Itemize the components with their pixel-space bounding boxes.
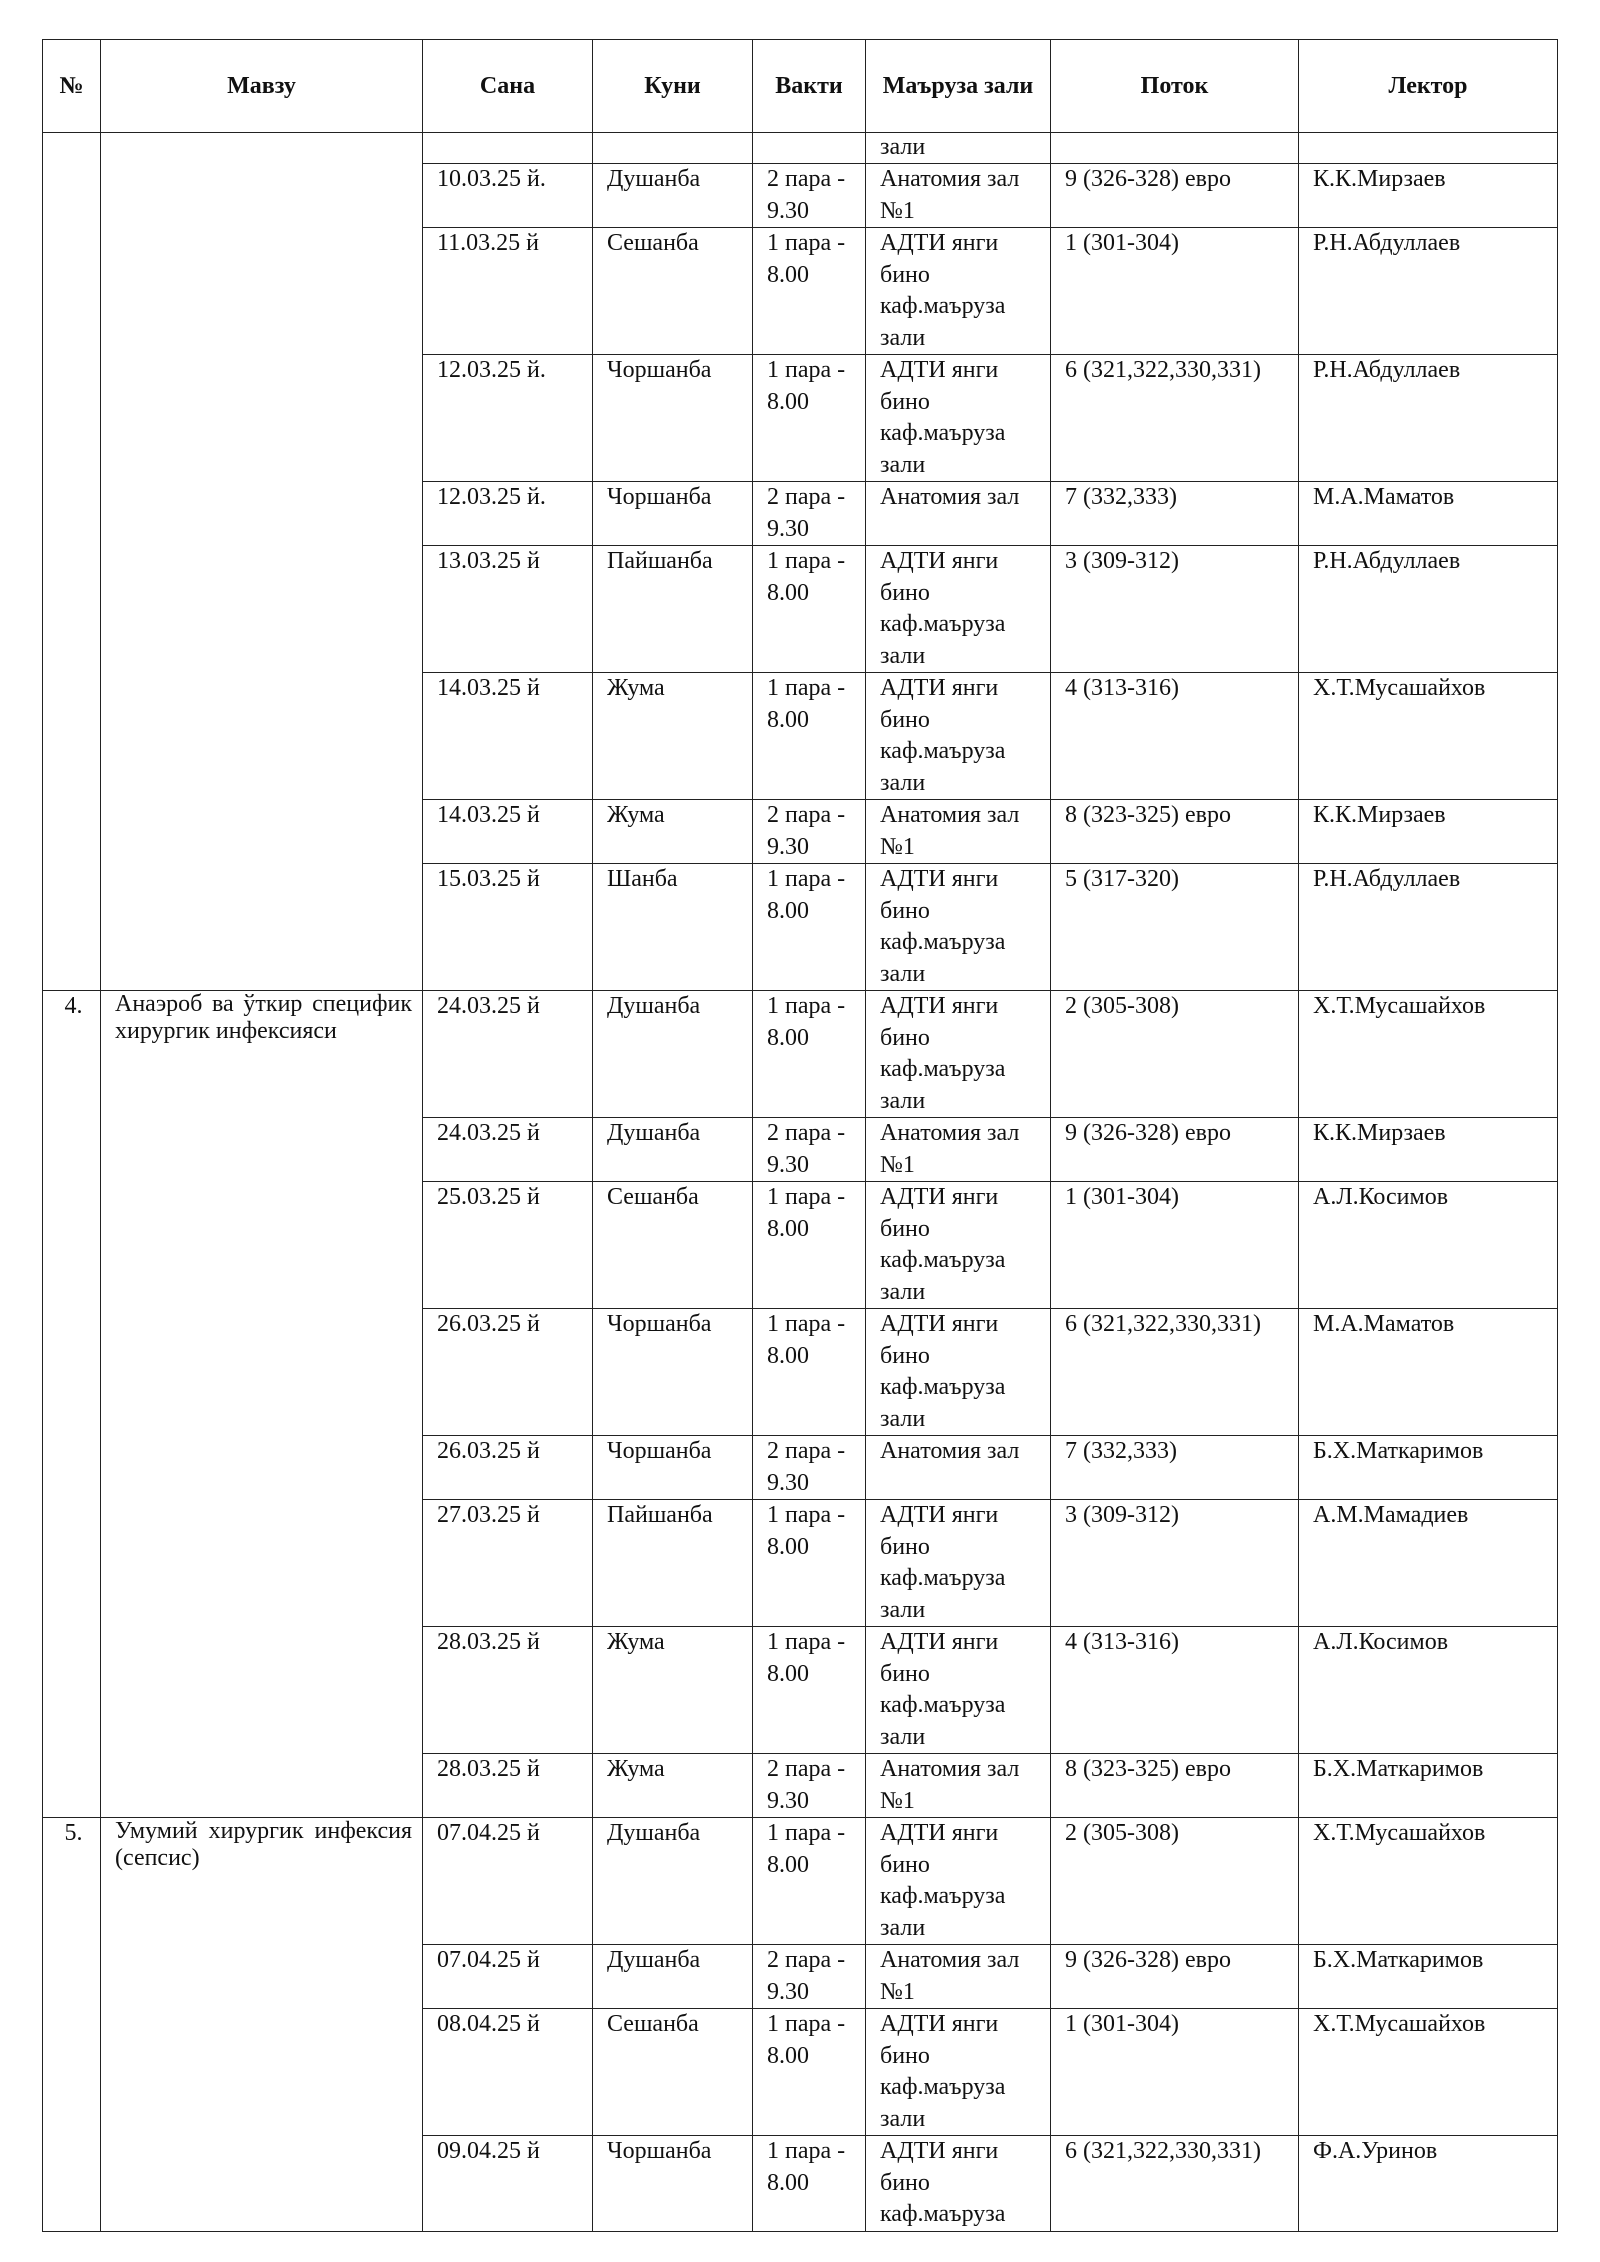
cell-hall: АДТИ янги бино каф.маъруза зали [866, 355, 1051, 482]
header-stream: Поток [1051, 40, 1299, 133]
cell-hall: АДТИ янги бино каф.маъруза зали [866, 864, 1051, 991]
cell-stream: 2 (305-308) [1051, 991, 1299, 1118]
cell-day: Чоршанба [593, 482, 753, 546]
cell-day: Жума [593, 800, 753, 864]
cell-time: 1 пара - 8.00 [753, 2009, 866, 2136]
group-number: 4. [43, 991, 101, 1818]
cell-hall: АДТИ янги бино каф.маъруза зали [866, 1500, 1051, 1627]
cell-lecturer: Р.Н.Абдуллаев [1299, 546, 1558, 673]
cell-hall: АДТИ янги бино каф.маъруза зали [866, 1309, 1051, 1436]
cell-date: 25.03.25 й [423, 1182, 593, 1309]
group-topic: Анаэроб ва ўткир специфик хирургик инфексияси [101, 991, 423, 1818]
cell-date: 12.03.25 й. [423, 355, 593, 482]
cell-stream: 2 (305-308) [1051, 1818, 1299, 1945]
cell-time: 2 пара - 9.30 [753, 1118, 866, 1182]
cell-time: 1 пара - 8.00 [753, 673, 866, 800]
cell-stream: 3 (309-312) [1051, 1500, 1299, 1627]
cell-lecturer: М.А.Маматов [1299, 482, 1558, 546]
table-row [43, 1818, 1558, 1945]
cell-hall: Анатомия зал №1 [866, 164, 1051, 228]
header-lecturer: Лектор [1299, 40, 1558, 133]
cell-stream: 7 (332,333) [1051, 482, 1299, 546]
cell-hall: АДТИ янги бино каф.маъруза зали [866, 546, 1051, 673]
cell-stream: 6 (321,322,330,331) [1051, 355, 1299, 482]
cell-hall: Анатомия зал №1 [866, 800, 1051, 864]
header-date: Сана [423, 40, 593, 133]
cell-stream: 1 (301-304) [1051, 1182, 1299, 1309]
group-topic [101, 133, 423, 991]
cell-time: 1 пара - 8.00 [753, 1627, 866, 1754]
cell-day: Чоршанба [593, 1436, 753, 1500]
cell-date: 28.03.25 й [423, 1627, 593, 1754]
cell-stream: 8 (323-325) евро [1051, 800, 1299, 864]
cell-stream: 8 (323-325) евро [1051, 1754, 1299, 1818]
cell-lecturer: Р.Н.Абдуллаев [1299, 228, 1558, 355]
cell-stream: 9 (326-328) евро [1051, 164, 1299, 228]
group-number [43, 133, 101, 991]
cell-day: Пайшанба [593, 546, 753, 673]
cell-hall: Анатомия зал №1 [866, 1945, 1051, 2009]
cell-lecturer: Р.Н.Абдуллаев [1299, 355, 1558, 482]
cell-time: 1 пара - 8.00 [753, 1309, 866, 1436]
cell-stream: 7 (332,333) [1051, 1436, 1299, 1500]
cell-day: Пайшанба [593, 1500, 753, 1627]
cell-hall: Анатомия зал №1 [866, 1118, 1051, 1182]
cell-time: 2 пара - 9.30 [753, 1436, 866, 1500]
cell-hall: Анатомия зал [866, 1436, 1051, 1500]
cell-hall: АДТИ янги бино каф.маъруза зали [866, 991, 1051, 1118]
cell-lecturer: Х.Т.Мусашайхов [1299, 2009, 1558, 2136]
cell-day: Душанба [593, 1945, 753, 2009]
cell-hall: АДТИ янги бино каф.маъруза зали [866, 1627, 1051, 1754]
cell-stream: 9 (326-328) евро [1051, 1118, 1299, 1182]
cell-lecturer: Б.Х.Маткаримов [1299, 1754, 1558, 1818]
cell-time: 1 пара - 8.00 [753, 355, 866, 482]
cell-hall: АДТИ янги бино каф.маъруза зали [866, 1818, 1051, 1945]
cell-time [753, 133, 866, 164]
table-row-continuation [43, 133, 1558, 164]
cell-date: 24.03.25 й [423, 991, 593, 1118]
cell-time: 2 пара - 9.30 [753, 1945, 866, 2009]
cell-day: Чоршанба [593, 1309, 753, 1436]
cell-hall: АДТИ янги бино каф.маъруза зали [866, 228, 1051, 355]
cell-hall: зали [866, 133, 1051, 164]
cell-date: 27.03.25 й [423, 1500, 593, 1627]
cell-day: Жума [593, 673, 753, 800]
cell-time: 1 пара - 8.00 [753, 1818, 866, 1945]
cell-stream: 3 (309-312) [1051, 546, 1299, 673]
cell-day: Сешанба [593, 1182, 753, 1309]
cell-time: 1 пара - 8.00 [753, 1500, 866, 1627]
cell-lecturer: Х.Т.Мусашайхов [1299, 1818, 1558, 1945]
cell-lecturer: Р.Н.Абдуллаев [1299, 864, 1558, 991]
header-day: Куни [593, 40, 753, 133]
cell-hall: АДТИ янги бино каф.маъруза зали [866, 673, 1051, 800]
cell-lecturer: К.К.Мирзаев [1299, 800, 1558, 864]
group-number: 5. [43, 1818, 101, 2232]
cell-day [593, 133, 753, 164]
cell-date: 28.03.25 й [423, 1754, 593, 1818]
schedule-body [43, 133, 1558, 2232]
cell-stream: 1 (301-304) [1051, 228, 1299, 355]
cell-time: 1 пара - 8.00 [753, 2136, 866, 2232]
cell-day: Жума [593, 1754, 753, 1818]
cell-lecturer: А.Л.Косимов [1299, 1627, 1558, 1754]
cell-lecturer: К.К.Мирзаев [1299, 164, 1558, 228]
cell-stream: 1 (301-304) [1051, 2009, 1299, 2136]
cell-time: 2 пара - 9.30 [753, 164, 866, 228]
cell-stream: 9 (326-328) евро [1051, 1945, 1299, 2009]
cell-date: 07.04.25 й [423, 1945, 593, 2009]
cell-time: 1 пара - 8.00 [753, 864, 866, 991]
cell-time: 2 пара - 9.30 [753, 1754, 866, 1818]
cell-time: 2 пара - 9.30 [753, 800, 866, 864]
cell-day: Душанба [593, 991, 753, 1118]
cell-date: 12.03.25 й. [423, 482, 593, 546]
cell-date [423, 133, 593, 164]
lecture-schedule-table [42, 39, 1558, 2232]
cell-lecturer: Х.Т.Мусашайхов [1299, 673, 1558, 800]
cell-date: 09.04.25 й [423, 2136, 593, 2232]
cell-time: 1 пара - 8.00 [753, 991, 866, 1118]
cell-day: Жума [593, 1627, 753, 1754]
header-hall: Маъруза зали [866, 40, 1051, 133]
cell-date: 14.03.25 й [423, 800, 593, 864]
table-header-row [43, 40, 1558, 133]
cell-time: 1 пара - 8.00 [753, 1182, 866, 1309]
cell-date: 24.03.25 й [423, 1118, 593, 1182]
cell-stream: 4 (313-316) [1051, 673, 1299, 800]
header-number: № [43, 40, 101, 133]
cell-day: Душанба [593, 164, 753, 228]
cell-day: Чоршанба [593, 355, 753, 482]
cell-day: Сешанба [593, 2009, 753, 2136]
cell-date: 13.03.25 й [423, 546, 593, 673]
cell-lecturer: А.Л.Косимов [1299, 1182, 1558, 1309]
cell-stream [1051, 133, 1299, 164]
cell-day: Сешанба [593, 228, 753, 355]
cell-lecturer: А.М.Мамадиев [1299, 1500, 1558, 1627]
cell-hall: Анатомия зал №1 [866, 1754, 1051, 1818]
cell-day: Шанба [593, 864, 753, 991]
cell-stream: 6 (321,322,330,331) [1051, 1309, 1299, 1436]
cell-hall: АДТИ янги бино каф.маъруза зали [866, 1182, 1051, 1309]
header-time: Вакти [753, 40, 866, 133]
cell-date: 26.03.25 й [423, 1309, 593, 1436]
cell-lecturer: К.К.Мирзаев [1299, 1118, 1558, 1182]
cell-lecturer [1299, 133, 1558, 164]
cell-hall: АДТИ янги бино каф.маъруза [866, 2136, 1051, 2232]
cell-lecturer: Х.Т.Мусашайхов [1299, 991, 1558, 1118]
table-row [43, 991, 1558, 1118]
cell-lecturer: Б.Х.Маткаримов [1299, 1945, 1558, 2009]
cell-stream: 6 (321,322,330,331) [1051, 2136, 1299, 2232]
cell-lecturer: Ф.А.Уринов [1299, 2136, 1558, 2232]
cell-date: 08.04.25 й [423, 2009, 593, 2136]
cell-date: 26.03.25 й [423, 1436, 593, 1500]
cell-date: 14.03.25 й [423, 673, 593, 800]
cell-day: Чоршанба [593, 2136, 753, 2232]
cell-time: 1 пара - 8.00 [753, 546, 866, 673]
cell-lecturer: М.А.Маматов [1299, 1309, 1558, 1436]
cell-date: 07.04.25 й [423, 1818, 593, 1945]
cell-stream: 4 (313-316) [1051, 1627, 1299, 1754]
cell-date: 15.03.25 й [423, 864, 593, 991]
header-topic: Мавзу [101, 40, 423, 133]
cell-date: 10.03.25 й. [423, 164, 593, 228]
cell-day: Душанба [593, 1118, 753, 1182]
cell-lecturer: Б.Х.Маткаримов [1299, 1436, 1558, 1500]
group-topic: Умумий хирургик инфексия (сепсис) [101, 1818, 423, 2232]
cell-time: 1 пара - 8.00 [753, 228, 866, 355]
cell-date: 11.03.25 й [423, 228, 593, 355]
cell-hall: Анатомия зал [866, 482, 1051, 546]
cell-day: Душанба [593, 1818, 753, 1945]
cell-time: 2 пара - 9.30 [753, 482, 866, 546]
cell-stream: 5 (317-320) [1051, 864, 1299, 991]
cell-hall: АДТИ янги бино каф.маъруза зали [866, 2009, 1051, 2136]
